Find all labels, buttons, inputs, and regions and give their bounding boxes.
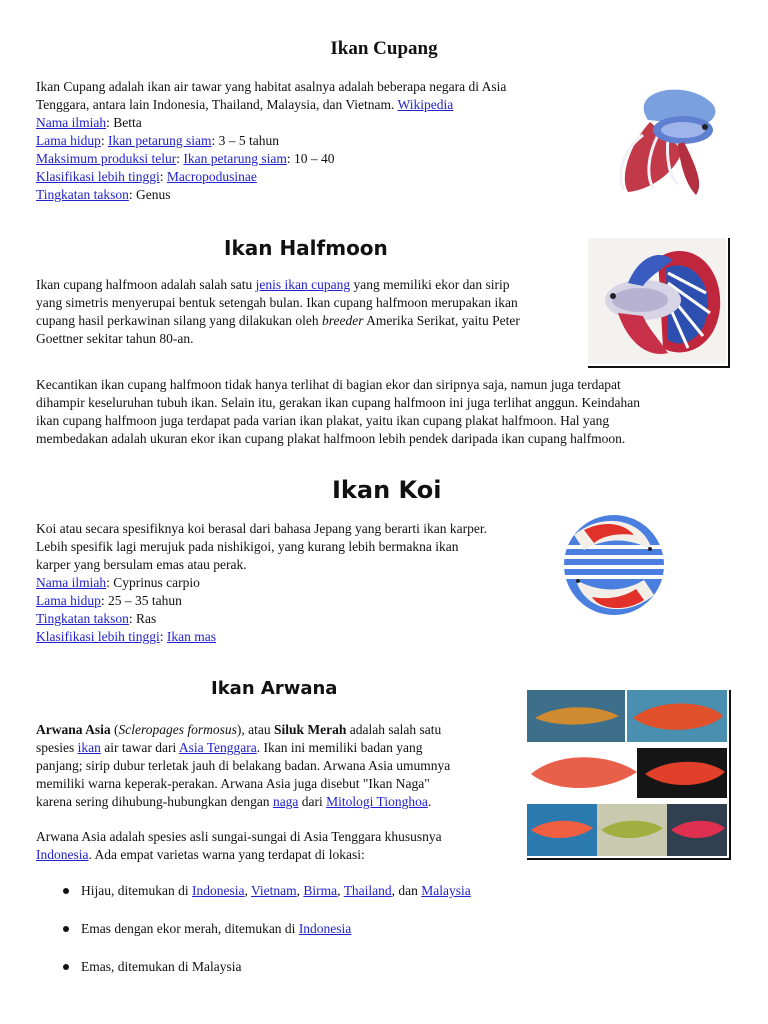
- halfmoon-p2-line-2: dihampir keseluruhan tubuh ikan. Selain itu, gerakan ikan cupang halfmoon ini juga terlihat anggun. Keindahan: [36, 395, 640, 410]
- arwana-p2-c: . Ikan ini memiliki badan yang: [256, 740, 423, 755]
- cupang-fish-image: [588, 80, 730, 198]
- koi-fact-value-2: : 25 – 35 tahun: [100, 593, 182, 608]
- arwana-p3: panjang; sirip dubur terletak jauh di belakang badan. Arwana Asia umumnya: [36, 758, 451, 773]
- koi-fish-image: [554, 505, 674, 625]
- koi-desc-line-1: Koi atau secara spesifiknya koi berasal dari bahasa Jepang yang berarti ikan karper.: [36, 521, 487, 536]
- halfmoon-p2-line-1: Kecantikan ikan cupang halfmoon tidak hanya terlihat di bagian ekor dan siripnya saja, namun juga terdapat: [36, 377, 621, 392]
- bullet-1-text: Hijau, ditemukan di: [81, 883, 192, 898]
- koi-fact-value-4: :: [159, 629, 167, 644]
- comma-3: ,: [337, 883, 344, 898]
- cupang-fact-link-3[interactable]: Ikan petarung siam: [183, 151, 287, 166]
- koi-fact-label-2[interactable]: Lama hidup: [36, 593, 101, 608]
- cupang-fact-value-2: : 3 – 5 tahun: [211, 133, 279, 148]
- halfmoon-p1-line-2: yang simetris menyerupai bentuk setengah bulan. Ikan cupang halfmoon merupakan ikan: [36, 295, 518, 310]
- cupang-fact-label-3[interactable]: Maksimum produksi telur: [36, 151, 177, 166]
- birma-link[interactable]: Birma: [303, 883, 338, 898]
- comma-1: ,: [244, 883, 251, 898]
- arwana-asia-bold: Arwana Asia: [36, 722, 111, 737]
- halfmoon-fish-image: [588, 238, 730, 368]
- arwana-paragraph-2: [36, 828, 442, 864]
- koi-title: Ikan Koi: [332, 476, 442, 504]
- koi-fact-value-1: : Cyprinus carpio: [106, 575, 200, 590]
- arwana-p2-a: spesies: [36, 740, 78, 755]
- cupang-fact-link-2[interactable]: Ikan petarung siam: [108, 133, 212, 148]
- arwana-varieties-list: [36, 882, 736, 976]
- arwana-q1: Arwana Asia adalah spesies asli sungai-sungai di Asia Tenggara khususnya: [36, 829, 442, 844]
- list-item: [36, 920, 736, 938]
- arwana-p5-c: .: [427, 794, 432, 809]
- ikan-link[interactable]: ikan: [77, 740, 101, 755]
- cupang-fact-label-1[interactable]: Nama ilmiah: [36, 115, 107, 130]
- koi-desc-line-3: karper yang bersulam emas atau perak.: [36, 557, 247, 572]
- halfmoon-p1-text-a: Ikan cupang halfmoon adalah salah satu: [36, 277, 256, 292]
- cupang-fact-value-1: Betta: [113, 115, 142, 130]
- list-item: [36, 882, 736, 900]
- vietnam-link[interactable]: Vietnam: [250, 883, 297, 898]
- wikipedia-link[interactable]: Wikipedia: [397, 97, 454, 112]
- arwana-q2-b: . Ada empat varietas warna yang terdapat di lokasi:: [88, 847, 365, 862]
- arwana-paragraph-1: [36, 721, 450, 811]
- arwana-p4: memiliki warna keperak-perakan. Arwana Asia juga disebut "Ikan Naga": [36, 776, 430, 791]
- cupang-fact-label-4[interactable]: Klasifikasi lebih tinggi: [36, 169, 160, 184]
- arwana-p5-b: dari: [298, 794, 327, 809]
- arwana-fish-collage: [527, 690, 731, 860]
- koi-fact-label-1[interactable]: Nama ilmiah: [36, 575, 107, 590]
- asia-tenggara-link[interactable]: Asia Tenggara: [178, 740, 257, 755]
- halfmoon-p2-line-4: membedakan adalah ukuran ekor ikan cupang plakat halfmoon lebih pendek daripada ikan cupang halfmoon.: [36, 431, 626, 446]
- cupang-fact-label-2[interactable]: Lama hidup: [36, 133, 101, 148]
- cupang-fact-value-5: Genus: [136, 187, 171, 202]
- cupang-fact-link-4[interactable]: Macropodusinae: [166, 169, 257, 184]
- cupang-fact-label-5[interactable]: Tingkatan takson: [36, 187, 129, 202]
- cupang-desc-line-1: Ikan Cupang adalah ikan air tawar yang habitat asalnya adalah beberapa negara di Asia: [36, 79, 507, 94]
- halfmoon-p1-line-3a: cupang hasil perkawinan silang yang dilakukan oleh: [36, 313, 323, 328]
- halfmoon-p2-line-3: ikan cupang halfmoon juga terdapat pada varian ikan plakat, yaitu ikan cupang plakat halfmoon. Hal yang: [36, 413, 610, 428]
- arwana-p2-b: air tawar dari: [100, 740, 179, 755]
- cupang-fact-value-3: : 10 – 40: [286, 151, 335, 166]
- koi-desc-line-2: Lebih spesifik lagi merujuk pada nishikigoi, yang kurang lebih bermakna ikan: [36, 539, 459, 554]
- bullet-2-text: Emas dengan ekor merah, ditemukan di: [81, 921, 299, 936]
- arwana-p5-a: karena sering dihubung-hubungkan dengan: [36, 794, 273, 809]
- cupang-description: Ikan Cupang adalah ikan air tawar yang habitat asalnya adalah beberapa negara di Asia Tenggara, antara lain Indonesia, Thailand, Malaysia, dan Vietnam. Wikipedia Nama ilmiah: Betta Lama hidup: Ikan petarung siam: 3 – 5 tahun Maksimum produksi telur: Ikan petarung siam: 10 – 40 Klasifikasi lebih tinggi: Macropodusinae Tingkatan takson: Genus: [36, 79, 507, 202]
- arwana-p1-c: adalah salah satu: [346, 722, 442, 737]
- mitologi-tionghoa-link[interactable]: Mitologi Tionghoa: [326, 794, 428, 809]
- halfmoon-paragraph-2: [36, 376, 640, 448]
- comma-2: ,: [296, 883, 304, 898]
- arwana-title: Ikan Arwana: [211, 678, 338, 699]
- indonesia-link-2[interactable]: Indonesia: [191, 883, 245, 898]
- koi-fact-value-3: : Ras: [128, 611, 157, 626]
- cupang-title: Ikan Cupang: [330, 38, 438, 59]
- arwana-p1-a: (: [110, 722, 119, 737]
- arwana-p1-b: ), atau: [236, 722, 274, 737]
- halfmoon-p1-text-b: yang memiliki ekor dan sirip: [350, 277, 510, 292]
- cupang-desc-line-2: Tenggara, antara lain Indonesia, Thailand, Malaysia, dan Vietnam.: [36, 97, 395, 112]
- list-item: [36, 958, 736, 976]
- koi-fact-label-4[interactable]: Klasifikasi lebih tinggi: [36, 629, 160, 644]
- halfmoon-paragraph-1: [36, 276, 520, 348]
- halfmoon-p1-line-4: Goettner sekitar tahun 80-an.: [36, 331, 194, 346]
- bullet-3-text: Emas, ditemukan di Malaysia: [81, 959, 242, 974]
- indonesia-link-3[interactable]: Indonesia: [298, 921, 352, 936]
- siluk-merah-bold: Siluk Merah: [274, 722, 347, 737]
- bullet-1-and: , dan: [391, 883, 422, 898]
- scientific-name-italic: Scleropages formosus: [118, 722, 237, 737]
- koi-description: [36, 520, 487, 646]
- halfmoon-title: Ikan Halfmoon: [224, 236, 388, 260]
- thailand-link[interactable]: Thailand: [343, 883, 392, 898]
- indonesia-link[interactable]: Indonesia: [36, 847, 89, 862]
- breeder-italic: breeder: [322, 313, 364, 328]
- jenis-ikan-cupang-link[interactable]: jenis ikan cupang: [255, 277, 351, 292]
- halfmoon-p1-line-3b: Amerika Serikat, yaitu Peter: [363, 313, 520, 328]
- malaysia-link[interactable]: Malaysia: [421, 883, 471, 898]
- koi-fact-label-3[interactable]: Tingkatan takson: [36, 611, 129, 626]
- ikan-mas-link[interactable]: Ikan mas: [166, 629, 216, 644]
- naga-link[interactable]: naga: [272, 794, 299, 809]
